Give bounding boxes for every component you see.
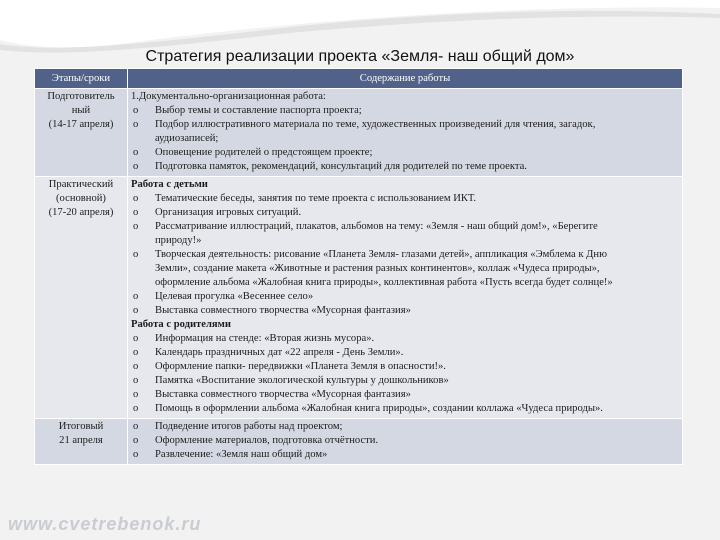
bullet-icon: o xyxy=(133,375,139,386)
bullet-icon: o xyxy=(133,193,139,204)
bullet-icon: o xyxy=(133,119,139,130)
list-item xyxy=(131,402,679,416)
slide-title: Стратегия реализации проекта «Земля- наш общий дом» xyxy=(145,48,575,65)
list-item-text: Информация на стенде: «Вторая жизнь мусора». xyxy=(155,333,375,344)
list-item xyxy=(131,290,679,304)
content-cell xyxy=(128,89,683,177)
bullet-icon xyxy=(131,262,155,276)
bullet-icon: o xyxy=(133,291,139,302)
bullet-icon xyxy=(131,234,155,248)
list-item xyxy=(131,160,679,174)
list-item xyxy=(131,132,679,146)
list-item-text: Подведение итогов работы над проектом; xyxy=(155,421,343,432)
stage-cell xyxy=(35,177,128,419)
bullet-icon: o xyxy=(133,221,139,232)
bullet-icon: o xyxy=(133,421,139,432)
list-item-text: Организация игровых ситуаций. xyxy=(155,207,302,218)
strategy-table xyxy=(34,68,683,465)
list-item xyxy=(131,262,679,276)
stage-label: ный xyxy=(71,105,91,116)
stage-label: Итоговый xyxy=(58,421,104,432)
stage-label: (17-20 апреля) xyxy=(48,207,114,218)
list-item-text: Оформление папки- передвижки «Планета Земля в опасности!». xyxy=(155,361,446,372)
bullet-icon: o xyxy=(133,305,139,316)
bullet-icon: o xyxy=(133,105,139,116)
bullet-icon: o xyxy=(133,389,139,400)
list-item xyxy=(131,234,679,248)
bullet-icon: o xyxy=(133,161,139,172)
stage-label: Подготовитель xyxy=(47,91,115,102)
bullet-icon: o xyxy=(133,333,139,344)
list-item xyxy=(131,146,679,160)
list-item xyxy=(131,206,679,220)
table-row xyxy=(35,89,683,177)
list-item xyxy=(131,448,679,462)
bullet-icon: o xyxy=(133,347,139,358)
content-cell xyxy=(128,177,683,419)
list-item xyxy=(131,360,679,374)
list-item-text: Развлечение: «Земля наш общий дом» xyxy=(155,449,328,460)
list-item-text: оформление альбома «Жалобная книга природы», коллективная работа «Пусть всегда будет солнце!» xyxy=(155,277,613,288)
list-item xyxy=(131,332,679,346)
list-item xyxy=(131,388,679,402)
bullet-icon: o xyxy=(133,249,139,260)
bullet-icon: o xyxy=(133,403,139,414)
stage-label: Практический xyxy=(48,179,114,190)
header-stages: Этапы/сроки xyxy=(35,69,128,89)
bullet-icon xyxy=(131,276,155,290)
list-item-text: Выбор темы и составление паспорта проекта; xyxy=(155,105,362,116)
list-item-text: Выставка совместного творчества «Мусорная фантазия» xyxy=(155,305,411,316)
table-header-row xyxy=(35,69,683,89)
list-item-text: Подготовка памяток, рекомендаций, консультаций для родителей по теме проекта. xyxy=(155,161,527,172)
list-item xyxy=(131,104,679,118)
section-heading: Работа с родителями xyxy=(131,319,231,330)
list-item-text: Оповещение родителей о предстоящем проекте; xyxy=(155,147,373,158)
section-heading: Работа с детьми xyxy=(131,179,208,190)
table-row xyxy=(35,177,683,419)
list-item-text: Календарь праздничных дат «22 апреля - День Земли». xyxy=(155,347,404,358)
site-watermark: www.cvetrebenok.ru xyxy=(8,514,202,534)
list-item xyxy=(131,276,679,290)
content-line: 1.Документально-организационная работа: xyxy=(131,91,326,102)
header-content: Содержание работы xyxy=(128,69,683,89)
list-item xyxy=(131,220,679,234)
list-item-text: Памятка «Воспитание экологической культуры у дошкольников» xyxy=(155,375,449,386)
stage-cell xyxy=(35,89,128,177)
list-item xyxy=(131,420,679,434)
list-item xyxy=(131,346,679,360)
bullet-icon xyxy=(131,132,155,146)
bullet-icon: o xyxy=(133,435,139,446)
list-item-text: Целевая прогулка «Весеннее село» xyxy=(155,291,314,302)
list-item-text: Помощь в оформлении альбома «Жалобная книга природы», создании коллажа «Чудеса природы». xyxy=(155,403,603,414)
list-item-text: природу!» xyxy=(155,235,202,246)
table-row xyxy=(35,419,683,465)
bullet-icon: o xyxy=(133,449,139,460)
list-item-text: Творческая деятельность: рисование «Планета Земля- глазами детей», аппликация «Эмблема к Дню xyxy=(155,249,607,260)
stage-cell xyxy=(35,419,128,465)
stage-label: 21 апреля xyxy=(59,435,103,446)
list-item-text: Оформление материалов, подготовка отчётности. xyxy=(155,435,379,446)
list-item xyxy=(131,248,679,262)
list-item-text: Тематические беседы, занятия по теме проекта с использованием ИКТ. xyxy=(155,193,476,204)
list-item-text: Рассматривание иллюстраций, плакатов, альбомов на тему: «Земля - наш общий дом!», «Берегите xyxy=(155,221,598,232)
list-item xyxy=(131,192,679,206)
list-item xyxy=(131,304,679,318)
stage-label: (14-17 апреля) xyxy=(48,119,114,130)
bullet-icon: o xyxy=(133,361,139,372)
bullet-icon: o xyxy=(133,207,139,218)
list-item-text: Земли», создание макета «Животные и растения разных континентов», коллаж «Чудеса природы», xyxy=(155,263,600,274)
list-item-text: Выставка совместного творчества «Мусорная фантазия» xyxy=(155,389,411,400)
list-item xyxy=(131,118,679,132)
list-item xyxy=(131,434,679,448)
list-item xyxy=(131,374,679,388)
bullet-icon: o xyxy=(133,147,139,158)
content-cell xyxy=(128,419,683,465)
list-item-text: Подбор иллюстративного материала по теме, художественных произведений для чтения, загадок, xyxy=(155,119,596,130)
list-item-text: аудиозаписей; xyxy=(155,133,219,144)
stage-label: (основной) xyxy=(56,193,106,204)
